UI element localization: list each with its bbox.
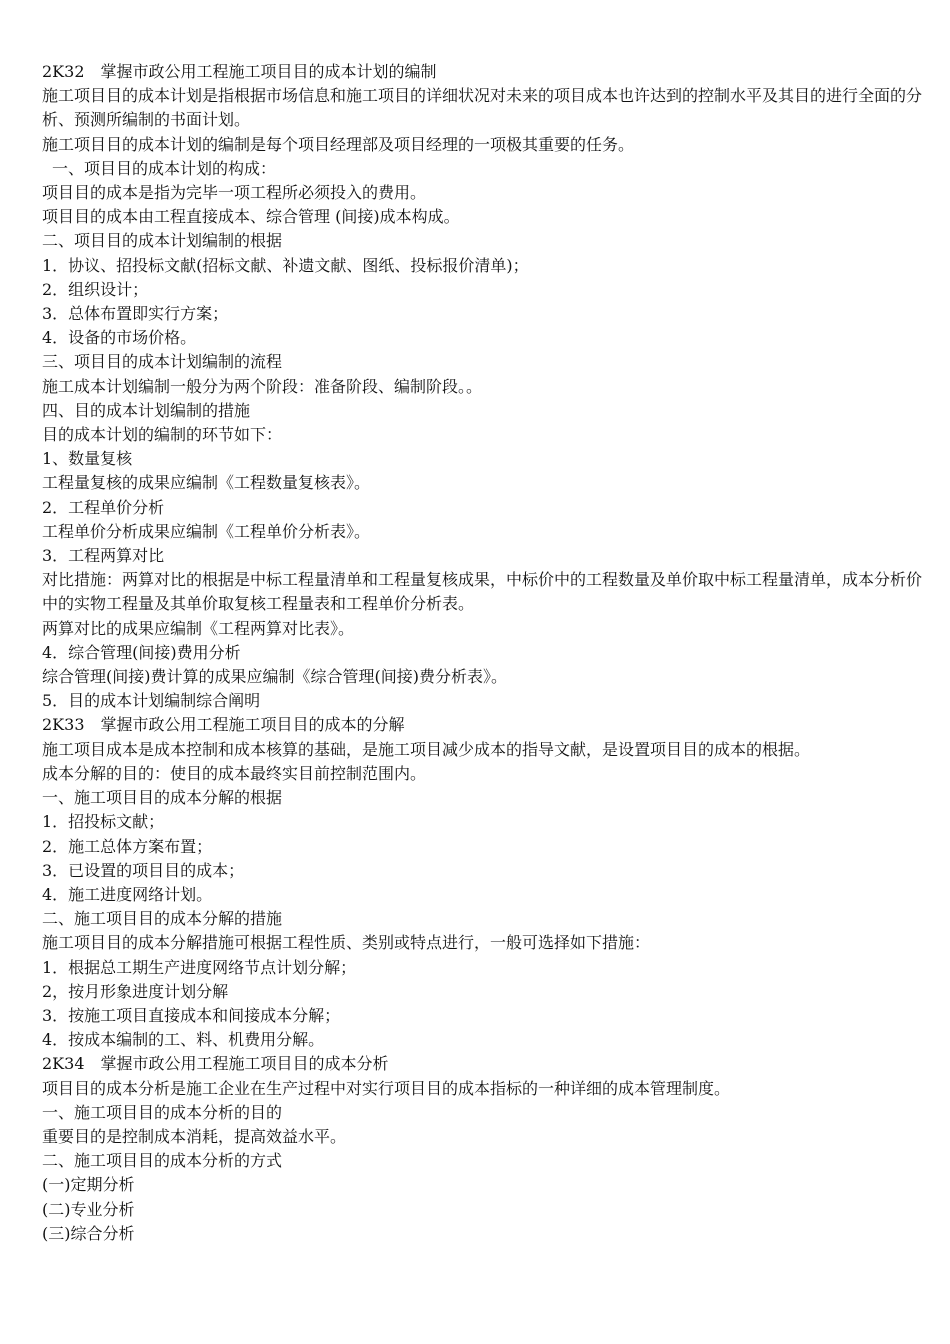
list-item: 2，按月形象进度计划分解 — [42, 981, 229, 1001]
paragraph: 项目目的成本分析是施工企业在生产过程中对实行项目目的成本指标的一种详细的成本管理制度。 — [42, 1078, 731, 1098]
list-item: 3．已设置的项目目的成本； — [42, 860, 245, 880]
list-item: 5．目的成本计划编制综合阐明 — [42, 691, 261, 711]
subheading: 二、施工项目目的成本分解的措施 — [42, 909, 283, 929]
subheading: 三、项目目的成本计划编制的流程 — [42, 352, 283, 372]
list-item: 3．按施工项目直接成本和间接成本分解； — [42, 1005, 341, 1025]
list-item: 3．工程两算对比 — [42, 546, 165, 566]
paragraph: 成本分解的目的：使目的成本最终实目前控制范围内。 — [42, 763, 427, 783]
paragraph: 项目目的成本由工程直接成本、综合管理 (间接)成本构成。 — [42, 207, 460, 227]
list-item: 3．总体布置即实行方案； — [42, 304, 229, 324]
section-heading-2k33: 2K33 掌握市政公用工程施工项目目的成本的分解 — [42, 715, 405, 735]
paragraph: 重要目的是控制成本消耗，提高效益水平。 — [42, 1126, 347, 1146]
paragraph: 施工项目目的成本计划的编制是每个项目经理部及项目经理的一项极其重要的任务。 — [42, 134, 635, 154]
subheading: 四、目的成本计划编制的措施 — [42, 400, 251, 420]
list-item: 4．设备的市场价格。 — [42, 328, 197, 348]
section-heading-2k34: 2K34 掌握市政公用工程施工项目目的成本分析 — [42, 1054, 389, 1074]
paragraph: 工程单价分析成果应编制《工程单价分析表》。 — [42, 521, 371, 541]
subheading: 一、施工项目目的成本分解的根据 — [42, 788, 283, 808]
paragraph: 施工项目目的成本分解措施可根据工程性质、类别或特点进行，一般可选择如下措施： — [42, 933, 651, 953]
paragraph: 施工项目成本是成本控制和成本核算的基础，是施工项目减少成本的指导文献，是设置项目目的成本的根据。 — [42, 739, 811, 759]
list-item: 1、数量复核 — [42, 449, 133, 469]
subheading: 一、施工项目目的成本分析的目的 — [42, 1102, 283, 1122]
paragraph: 目的成本计划的编制的环节如下： — [42, 425, 283, 445]
list-item: 2．施工总体方案布置； — [42, 836, 213, 856]
subheading: 二、项目目的成本计划编制的根据 — [42, 231, 283, 251]
section-heading-2k32: 2K32 掌握市政公用工程施工项目目的成本计划的编制 — [42, 62, 437, 81]
paragraph: 施工项目目的成本计划是指根据市场信息和施工项目的详细状况对未来的项目成本也许达到的控制水平及其目的进行全面的分析、预测所编制的书面计划。 — [42, 86, 923, 130]
paragraph: 工程量复核的成果应编制《工程数量复核表》。 — [42, 473, 371, 493]
paragraph: 施工成本计划编制一般分为两个阶段：准备阶段、编制阶段。。 — [42, 376, 483, 396]
list-item: (一)定期分析 — [42, 1175, 135, 1195]
list-item: (三)综合分析 — [42, 1223, 135, 1243]
list-item: 4．按成本编制的工、料、机费用分解。 — [42, 1030, 325, 1050]
document-page — [42, 60, 922, 1246]
list-item: (二)专业分析 — [42, 1199, 135, 1219]
list-item: 2．组织设计； — [42, 279, 149, 299]
list-item: 1．根据总工期生产进度网络节点计划分解； — [42, 957, 357, 977]
list-item: 1．协议、招投标文献(招标文献、补遗文献、图纸、投标报价清单)； — [42, 255, 529, 275]
paragraph: 对比措施：两算对比的根据是中标工程量清单和工程量复核成果，中标价中的工程数量及单价取中标工程量清单，成本分析价中的实物工程量及其单价取复核工程量表和工程单价分析表。 — [42, 570, 923, 614]
paragraph: 两算对比的成果应编制《工程两算对比表》。 — [42, 618, 355, 638]
list-item: 1．招投标文献； — [42, 812, 165, 832]
list-item: 2．工程单价分析 — [42, 497, 165, 517]
list-item: 4．综合管理(间接)费用分析 — [42, 642, 241, 662]
subheading: 一、项目目的成本计划的构成： — [52, 158, 277, 178]
paragraph: 综合管理(间接)费计算的成果应编制《综合管理(间接)费分析表》。 — [42, 667, 507, 687]
subheading: 二、施工项目目的成本分析的方式 — [42, 1151, 283, 1171]
list-item: 4．施工进度网络计划。 — [42, 884, 213, 904]
paragraph: 项目目的成本是指为完毕一项工程所必须投入的费用。 — [42, 183, 427, 203]
